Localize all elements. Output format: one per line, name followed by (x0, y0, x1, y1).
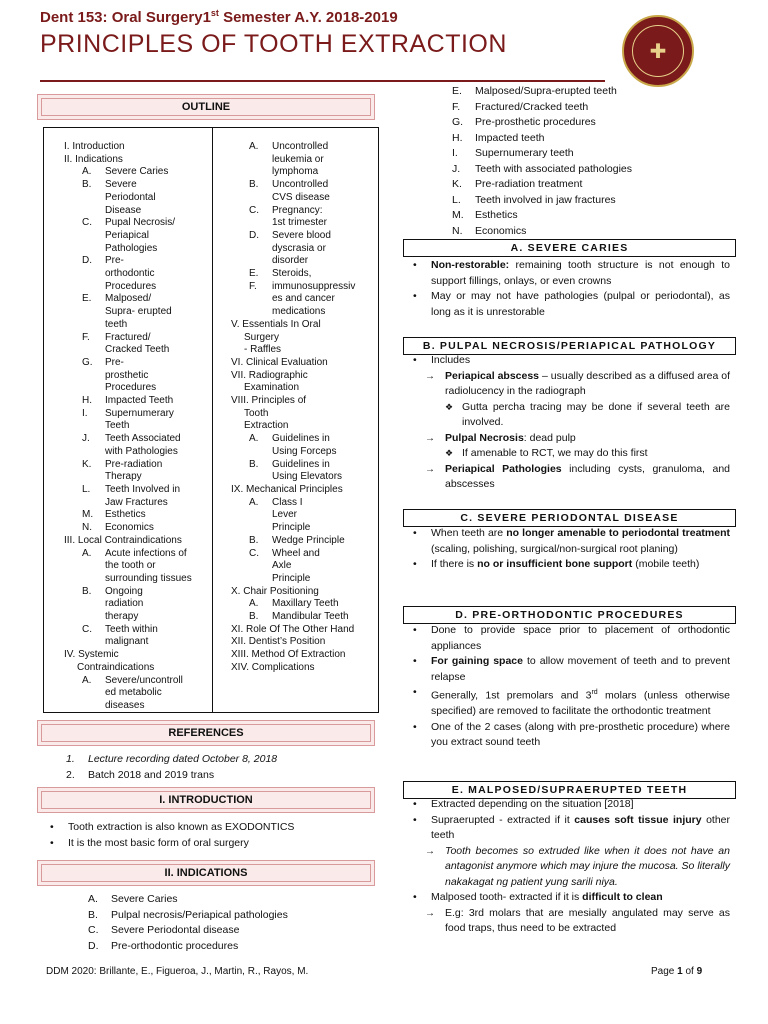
outline-item-text: Using Forceps (272, 445, 337, 457)
outline-item-letter: B. (249, 534, 259, 546)
university-seal-icon: ✚ (622, 15, 694, 87)
outline-item-text: orthodontic (105, 268, 155, 280)
outline-item-text: surrounding tissues (105, 572, 192, 584)
outline-item-letter: A. (249, 496, 259, 508)
reference-item (66, 768, 366, 784)
outline-item-text: Economics (105, 522, 154, 534)
page-number: Page 1 of 9 (651, 966, 703, 977)
outline-item (64, 306, 192, 319)
outline-item-text: malignant (105, 636, 149, 648)
outline-item-text: Procedures (105, 280, 157, 292)
references-heading: REFERENCES (37, 720, 375, 746)
indication-text: Pre-radiation treatment (475, 178, 583, 190)
outline-item (231, 611, 355, 624)
periodontal-heading: C. SEVERE PERIODONTAL DISEASE (403, 509, 736, 527)
outline-item-text: Procedures (105, 382, 157, 394)
outline-item (231, 243, 355, 256)
indication-letter: M. (452, 209, 464, 221)
indication-letter: H. (452, 131, 463, 144)
outline-item (231, 522, 355, 535)
outline-item (231, 230, 355, 243)
outline-item-text: Principle (272, 522, 311, 534)
outline-item (64, 243, 192, 256)
outline-item: V. Essentials In Oral (231, 318, 321, 330)
outline-item-text: Supernumerary (105, 407, 174, 419)
outline-item: Surgery (244, 331, 280, 343)
outline-item-text: Jaw Fractures (105, 496, 168, 508)
outline-item (64, 497, 192, 510)
outline-item (231, 497, 355, 510)
outline-item-text: Using Elevators (272, 471, 343, 483)
outline-item (231, 255, 355, 268)
outline-item: VI. Clinical Evaluation (231, 356, 328, 368)
outline-item-text: Periodontal (105, 191, 156, 203)
outline-item (231, 205, 355, 218)
indication-item (452, 131, 742, 147)
outline-item-text: medications (272, 306, 326, 318)
indication-letter: B. (88, 908, 98, 921)
outline-item-text: Severe/uncontroll (105, 674, 183, 686)
outline-item (64, 293, 192, 306)
outline-item-letter: C. (82, 623, 92, 635)
outline-item: I. Introduction (64, 141, 125, 152)
outline-item (231, 560, 355, 573)
outline-item: Extraction (244, 420, 289, 432)
outline-item-text: Pathologies (105, 242, 158, 254)
indications-list-continued (452, 84, 742, 239)
outline-item-text: with Pathologies (105, 445, 178, 457)
outline-item (64, 624, 192, 637)
outline-item (64, 205, 192, 218)
outline-item-letter: C. (249, 204, 259, 216)
outline-item-text: Periapical (105, 229, 149, 241)
outline-item-text: Impacted Teeth (105, 395, 174, 407)
outline-item-letter: B. (82, 179, 92, 191)
outline-item-text: Mandibular Teeth (272, 611, 349, 623)
outline-item (231, 548, 355, 561)
outline-item: IV. Systemic (64, 649, 119, 661)
outline-item-letter: B. (249, 179, 259, 191)
outline-item (231, 306, 355, 319)
outline-item-text: Guidelines in (272, 433, 330, 445)
indication-item (88, 908, 368, 924)
indication-text: Teeth involved in jaw fractures (475, 193, 616, 206)
outline-item (64, 687, 192, 700)
outline-item-letter: D. (82, 255, 92, 267)
outline-item (64, 344, 192, 357)
outline-item-text: Lever (272, 509, 298, 521)
outline-item (64, 433, 192, 446)
outline-item-text: immunosuppressiv (272, 280, 356, 292)
indication-text: Fractured/Cracked teeth (475, 100, 589, 113)
outline-item (231, 268, 355, 281)
outline-item (64, 370, 192, 383)
outline-item-text: es and cancer (272, 293, 335, 305)
indication-item (452, 193, 742, 209)
outline-item-letter: N. (82, 522, 92, 534)
outline-item: Tooth (244, 407, 269, 419)
outline-item: VII. Radiographic (231, 369, 308, 381)
header-divider (40, 80, 605, 82)
indication-item (452, 84, 742, 100)
outline-item (231, 179, 355, 192)
indication-text: Pulpal necrosis/Periapical pathologies (111, 908, 288, 921)
outline-item (231, 141, 355, 154)
reference-text: Batch 2018 and 2019 trans (88, 768, 215, 781)
outline-item (231, 598, 355, 611)
outline-item-text: Severe (105, 179, 137, 191)
reference-item (66, 752, 366, 768)
outline-item (64, 166, 192, 179)
indication-letter: G. (452, 116, 464, 128)
outline-item-letter: A. (249, 141, 259, 152)
indication-letter: C. (88, 924, 99, 936)
outline-item-text: Therapy (105, 471, 142, 483)
outline-item (64, 560, 192, 573)
outline-item-text: Disease (105, 204, 142, 216)
indications-list (88, 892, 368, 954)
outline-item-letter: B. (82, 585, 92, 597)
outline-item-text: therapy (105, 611, 139, 623)
outline-item-text: Pupal Necrosis/ (105, 217, 176, 229)
indication-letter: F. (452, 100, 461, 113)
outline-item-letter: A. (249, 433, 259, 445)
outline-item (64, 319, 192, 332)
outline-item: XII. Dentist’s Position (231, 636, 326, 648)
indication-letter: E. (452, 85, 462, 97)
malposed-heading: E. MALPOSED/SUPRAERUPTED TEETH (403, 781, 736, 799)
outline-item (64, 636, 192, 649)
reference-number: 2. (66, 768, 75, 781)
outline-item-text: Guidelines in (272, 458, 330, 470)
indication-item (452, 162, 742, 178)
outline-item-text: ed metabolic (105, 687, 162, 699)
indication-item (452, 115, 742, 131)
indication-letter: D. (88, 939, 99, 952)
outline-item-letter: G. (82, 356, 93, 368)
outline-item (231, 192, 355, 205)
outline-item-letter: L. (82, 483, 91, 495)
outline-item (231, 471, 355, 484)
outline-item-text: Class I (272, 496, 303, 508)
indication-text: Malposed/Supra-erupted teeth (475, 85, 617, 97)
outline-item: XIV. Complications (231, 661, 315, 673)
outline-item: - Raffles (244, 344, 282, 356)
outline-item-text: Teeth Associated (105, 433, 181, 445)
indication-text: Esthetics (475, 209, 518, 221)
outline-item (231, 446, 355, 459)
outline-item-text: teeth (105, 318, 128, 330)
references-list (66, 752, 366, 783)
outline-item-letter: C. (82, 217, 92, 229)
indication-letter: N. (452, 224, 463, 237)
severe-caries-body: • Non-restorable: remaining tooth structure is not enough to support fillings, onlays, or even crowns • May or may not have pathologies (pulpal or periodontal), as long as it is unrestorable (403, 258, 730, 320)
outline-item-letter: B. (249, 611, 259, 623)
outline-item-text: Teeth Involved in (105, 483, 181, 495)
outline-item-text: lymphoma (272, 166, 319, 178)
outline-item-text: Uncontrolled (272, 141, 329, 152)
outline-item (64, 382, 192, 395)
outline-item (64, 611, 192, 624)
outline-item-letter: D. (249, 229, 259, 241)
outline-item-text: Uncontrolled (272, 179, 329, 191)
introduction-heading: I. INTRODUCTION (37, 787, 375, 813)
outline-item (64, 357, 192, 370)
outline-item: IX. Mechanical Principles (231, 483, 343, 495)
outline-item (64, 573, 192, 586)
outline-item-text: prosthetic (105, 369, 149, 381)
outline-item (231, 509, 355, 522)
outline-item (231, 433, 355, 446)
outline-item-letter: J. (82, 433, 90, 445)
outline-item (64, 179, 192, 192)
page-title: PRINCIPLES OF TOOTH EXTRACTION (40, 30, 507, 58)
outline-item-text: Severe blood (272, 229, 331, 241)
pre-orthodontic-body: • Done to provide space prior to placement of orthodontic appliances • For gaining space to allow movement of teeth and to prevent relapse • Generally, 1st premolars and 3rd molars (unless otherwise specified) are removed to facilitate the orthodontic treatment • One of the 2 cases (along with pre-prosthetic procedure) where you extract sound teeth (403, 623, 730, 751)
pulpal-necrosis-body: • Includes → Periapical abscess – usually described as a diffused area of radiolucency in the radiograph ❖ Gutta percha tracing may be done if several teeth are involved. → Pulpal Necrosis: dead pulp ❖ If amenable to RCT, we may do this first → Periapical Pathologies including cysts, granuloma, and abscesses (403, 353, 730, 493)
outline-item-text: Maxillary Teeth (272, 598, 339, 610)
indication-item (88, 939, 368, 955)
outline-item: Contraindications (77, 661, 155, 673)
indication-letter: K. (452, 178, 462, 190)
periodontal-body: • When teeth are no longer amenable to periodontal treatment (scaling, polishing, surgical/non-surgical root planing) • If there is no or insufficient bone support (mobile teeth) (403, 526, 730, 573)
indication-item (452, 208, 742, 224)
indication-letter: L. (452, 193, 461, 206)
indication-letter: I. (452, 147, 458, 159)
indication-item (452, 146, 742, 162)
reference-text: Lecture recording dated October 8, 2018 (88, 753, 278, 765)
outline-item-text: Acute infections of (105, 547, 187, 559)
outline-item-text: Pregnancy: (272, 204, 323, 216)
outline-item-letter: H. (82, 395, 92, 407)
outline-item-letter: A. (82, 166, 92, 178)
indication-text: Impacted teeth (475, 131, 545, 144)
indication-letter: A. (88, 893, 98, 905)
indication-text: Severe Caries (111, 893, 178, 905)
outline-item: II. Indications (64, 153, 123, 165)
severe-caries-heading: A. SEVERE CARIES (403, 239, 736, 257)
outline-item (231, 573, 355, 586)
outline-item (64, 509, 192, 522)
outline-item-text: the tooth or (105, 560, 156, 572)
outline-heading: OUTLINE (37, 94, 375, 120)
outline-item (64, 395, 192, 408)
outline-item (231, 459, 355, 472)
outline-item-letter: A. (82, 674, 92, 686)
indication-letter: J. (452, 162, 461, 175)
outline-item: III. Local Contraindications (64, 534, 182, 546)
outline-item-text: Malposed/ (105, 293, 152, 305)
outline-item (64, 408, 192, 421)
outline-item (64, 522, 192, 535)
indication-text: Severe Periodontal disease (111, 924, 240, 936)
outline-column-1 (64, 141, 192, 713)
outline-item (64, 446, 192, 459)
outline-item-text: Pre- (105, 356, 124, 368)
outline-item-letter: F. (82, 331, 90, 343)
pulpal-necrosis-heading: B. PULPAL NECROSIS/PERIAPICAL PATHOLOGY (403, 337, 736, 355)
outline-item-text: Wedge Principle (272, 534, 345, 546)
outline-item-letter: A. (249, 598, 259, 610)
outline-item (64, 255, 192, 268)
outline-item (64, 700, 192, 713)
outline-item: VIII. Principles of (231, 395, 307, 407)
outline-item (64, 230, 192, 243)
outline-item-text: radiation (105, 598, 144, 610)
outline-item-text: Severe Caries (105, 166, 169, 178)
introduction-item: • It is the most basic form of oral surgery (40, 836, 380, 852)
outline-item (231, 293, 355, 306)
outline-item-text: Pre-radiation (105, 458, 163, 470)
indication-item (88, 923, 368, 939)
outline-item-text: Ongoing (105, 585, 143, 597)
outline-item (64, 217, 192, 230)
outline-item-letter: C. (249, 547, 259, 559)
outline-item (64, 675, 192, 688)
outline-item-text: dyscrasia or (272, 242, 326, 254)
outline-item (64, 281, 192, 294)
outline-item (64, 332, 192, 345)
outline-item-text: leukemia or (272, 153, 324, 165)
malposed-body: • Extracted depending on the situation [2018] • Supraerupted - extracted if it causes soft tissue injury other teeth → Tooth becomes so extruded like when it does not have an antagonist anymore which may injure the mucosa. So literally nakakagat ng patient yung sarili niya. • Malposed tooth- extracted if it is difficult to clean → E.g: 3rd molars that are mesially angulated may serve as food traps, thus need to be extracted (403, 797, 730, 937)
outline-item (64, 598, 192, 611)
outline-item-text: disorder (272, 255, 309, 267)
outline-item: X. Chair Positioning (231, 585, 319, 597)
outline-item-text: Principle (272, 572, 311, 584)
outline-item-letter: E. (249, 268, 259, 280)
introduction-list (40, 820, 380, 851)
outline-item-text: Supra- erupted (105, 306, 172, 318)
outline-item (231, 154, 355, 167)
outline-item-text: Teeth within (105, 623, 158, 635)
outline-item-text: Steroids, (272, 268, 312, 280)
outline-item-text: diseases (105, 699, 145, 711)
outline-item (64, 471, 192, 484)
indication-text: Teeth with associated pathologies (475, 162, 633, 175)
indication-item (452, 177, 742, 193)
outline-item: Examination (244, 382, 300, 394)
outline-item-text: Pre- (105, 255, 124, 267)
indication-text: Supernumerary teeth (475, 147, 574, 159)
outline-item (64, 484, 192, 497)
outline-item (231, 535, 355, 548)
pre-orthodontic-heading: D. PRE-ORTHODONTIC PROCEDURES (403, 606, 736, 624)
indication-item (88, 892, 368, 908)
outline-item (64, 548, 192, 561)
outline-column-2 (231, 141, 355, 675)
outline-item-text: Esthetics (105, 509, 146, 521)
outline-item-text: Wheel and (272, 547, 320, 559)
reference-number: 1. (66, 753, 75, 765)
indication-text: Pre-orthodontic procedures (111, 939, 239, 952)
outline-item-text: Fractured/ (105, 331, 151, 343)
footer-authors: DDM 2020: Brillante, E., Figueroa, J., Martin, R., Rayos, M. (46, 966, 309, 977)
outline-column-divider (212, 127, 213, 713)
outline-item-letter: E. (82, 293, 92, 305)
indication-text: Pre-prosthetic procedures (475, 116, 596, 128)
indications-heading: II. INDICATIONS (37, 860, 375, 886)
outline-item (64, 459, 192, 472)
outline-item-text: Cracked Teeth (105, 344, 170, 356)
indication-item (452, 224, 742, 240)
outline-item-text: Axle (272, 560, 292, 572)
indication-item (452, 100, 742, 116)
outline-item (231, 281, 355, 294)
indication-text: Economics (475, 224, 527, 237)
outline-item-letter: K. (82, 458, 92, 470)
outline-item-letter: M. (82, 509, 94, 521)
outline-item-letter: B. (249, 458, 259, 470)
outline-item-text: Teeth (105, 420, 130, 432)
outline-item (64, 192, 192, 205)
outline-item: XI. Role Of The Other Hand (231, 623, 355, 635)
outline-item-text: 1st trimester (272, 217, 328, 229)
outline-item (231, 217, 355, 230)
introduction-item: • Tooth extraction is also known as EXODONTICS (40, 820, 380, 836)
outline-item-text: CVS disease (272, 191, 330, 203)
outline-item (64, 268, 192, 281)
outline-item (231, 166, 355, 179)
outline-item-letter: I. (82, 407, 88, 419)
outline-item-letter: F. (249, 280, 257, 292)
outline-item (64, 586, 192, 599)
outline-item (64, 420, 192, 433)
outline-item-letter: A. (82, 547, 92, 559)
outline-item: XIII. Method Of Extraction (231, 649, 346, 661)
course-header: Dent 153: Oral Surgery1st Semester A.Y. 2018-2019 (40, 8, 398, 26)
